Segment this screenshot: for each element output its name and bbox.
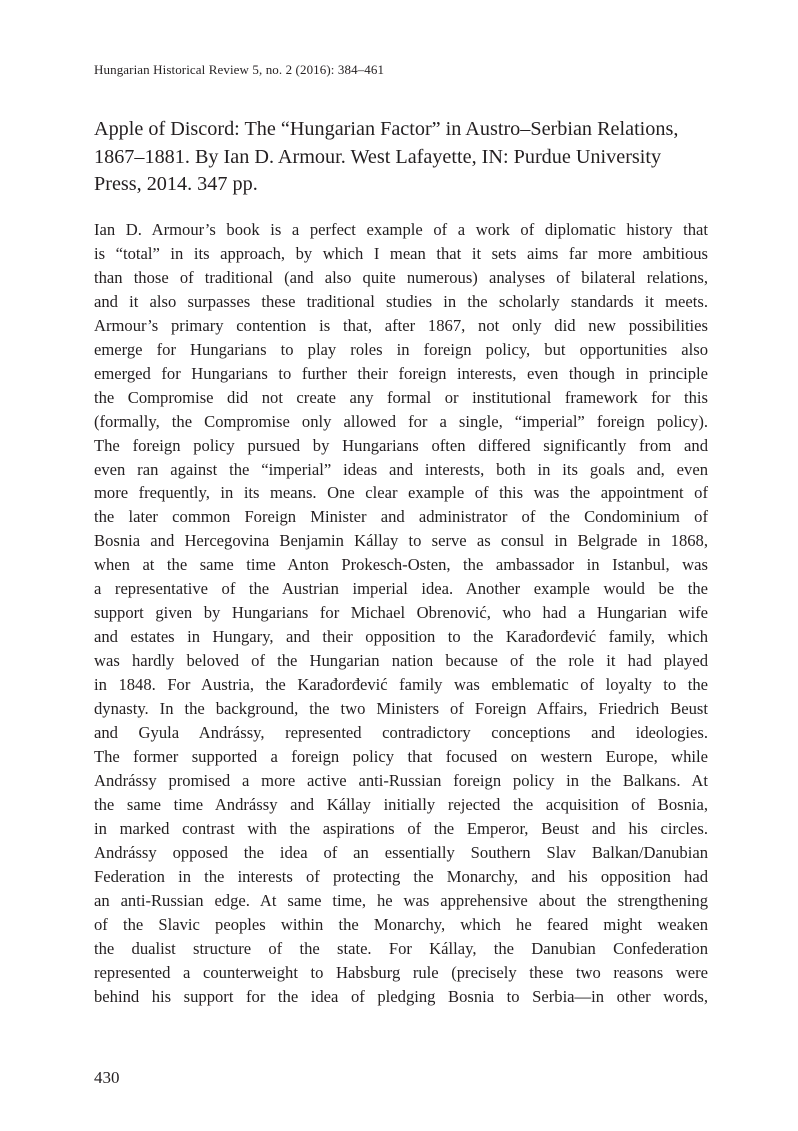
body-line: in marked contrast with the aspirations of the Emperor, Beust and his circles. <box>94 818 708 838</box>
body-line: in 1848. For Austria, the Karađorđević family was emblematic of loyalty to the <box>94 675 708 695</box>
body-line: The former supported a foreign policy that focused on western Europe, while <box>94 746 708 766</box>
body-line: Ian D. Armour’s book is a perfect example of a work of diplomatic history that <box>94 220 708 239</box>
body-line: and estates in Hungary, and their opposition to the Karađorđević family, which <box>94 627 708 647</box>
body-line: Andrássy opposed the idea of an essentially Southern Slav Balkan/Danubian <box>94 842 708 862</box>
body-line: Armour’s primary contention is that, after 1867, not only did new possibilities <box>94 315 708 335</box>
page-number: 430 <box>94 1068 120 1087</box>
review-body <box>94 218 708 1008</box>
title-line: 1867–1881. By Ian D. Armour. West Lafayette, IN: Purdue University <box>94 145 662 168</box>
body-line: more frequently, in its means. One clear example of this was the appointment of <box>94 483 708 503</box>
body-line: and Gyula Andrássy, represented contradictory conceptions and ideologies. <box>94 723 708 743</box>
body-line: than those of traditional (and also quite numerous) analyses of bilateral relations, <box>94 267 708 287</box>
body-line: support given by Hungarians for Michael Obrenović, who had a Hungarian wife <box>94 603 708 623</box>
body-line: Andrássy promised a more active anti-Russian foreign policy in the Balkans. At <box>94 770 708 790</box>
body-line: of the Slavic peoples within the Monarchy, which he feared might weaken <box>94 914 708 934</box>
body-line: emerged for Hungarians to further their foreign interests, even though in principle <box>94 363 708 383</box>
title-line: Apple of Discord: The “Hungarian Factor” in Austro–Serbian Relations, <box>94 118 679 140</box>
body-line: the dualist structure of the state. For Kállay, the Danubian Confederation <box>94 938 708 958</box>
body-line: is “total” in its approach, by which I mean that it sets aims far more ambitious <box>94 243 708 263</box>
review-title <box>94 116 708 199</box>
body-line: was hardly beloved of the Hungarian nation because of the role it had played <box>94 651 708 671</box>
body-line: even ran against the “imperial” ideas and interests, both in its goals and, even <box>94 459 708 479</box>
body-line: Federation in the interests of protecting the Monarchy, and his opposition had <box>94 866 708 886</box>
body-line: the later common Foreign Minister and administrator of the Condominium of <box>94 507 708 527</box>
body-line: and it also surpasses these traditional studies in the scholarly standards it meets. <box>94 291 708 311</box>
body-line: (formally, the Compromise only allowed for a single, “imperial” foreign policy). <box>94 411 708 431</box>
running-header: Hungarian Historical Review 5, no. 2 (2016): 384–461 <box>94 62 385 77</box>
body-line: dynasty. In the background, the two Ministers of Foreign Affairs, Friedrich Beust <box>94 699 708 719</box>
body-line: an anti-Russian edge. At same time, he was apprehensive about the strengthening <box>94 890 708 910</box>
body-line: behind his support for the idea of pledging Bosnia to Serbia—in other words, <box>94 986 708 1006</box>
body-line: The foreign policy pursued by Hungarians often differed significantly from and <box>94 435 708 455</box>
body-line: a representative of the Austrian imperial idea. Another example would be the <box>94 579 708 599</box>
body-line: emerge for Hungarians to play roles in foreign policy, but opportunities also <box>94 339 708 359</box>
body-line: the Compromise did not create any formal or institutional framework for this <box>94 387 708 407</box>
body-line: Bosnia and Hercegovina Benjamin Kállay to serve as consul in Belgrade in 1868, <box>94 531 708 551</box>
body-line: when at the same time Anton Prokesch-Osten, the ambassador in Istanbul, was <box>94 555 708 575</box>
title-line: Press, 2014. 347 pp. <box>94 173 258 195</box>
body-line: the same time Andrássy and Kállay initially rejected the acquisition of Bosnia, <box>94 794 708 814</box>
body-line: represented a counterweight to Habsburg rule (precisely these two reasons were <box>94 962 708 982</box>
